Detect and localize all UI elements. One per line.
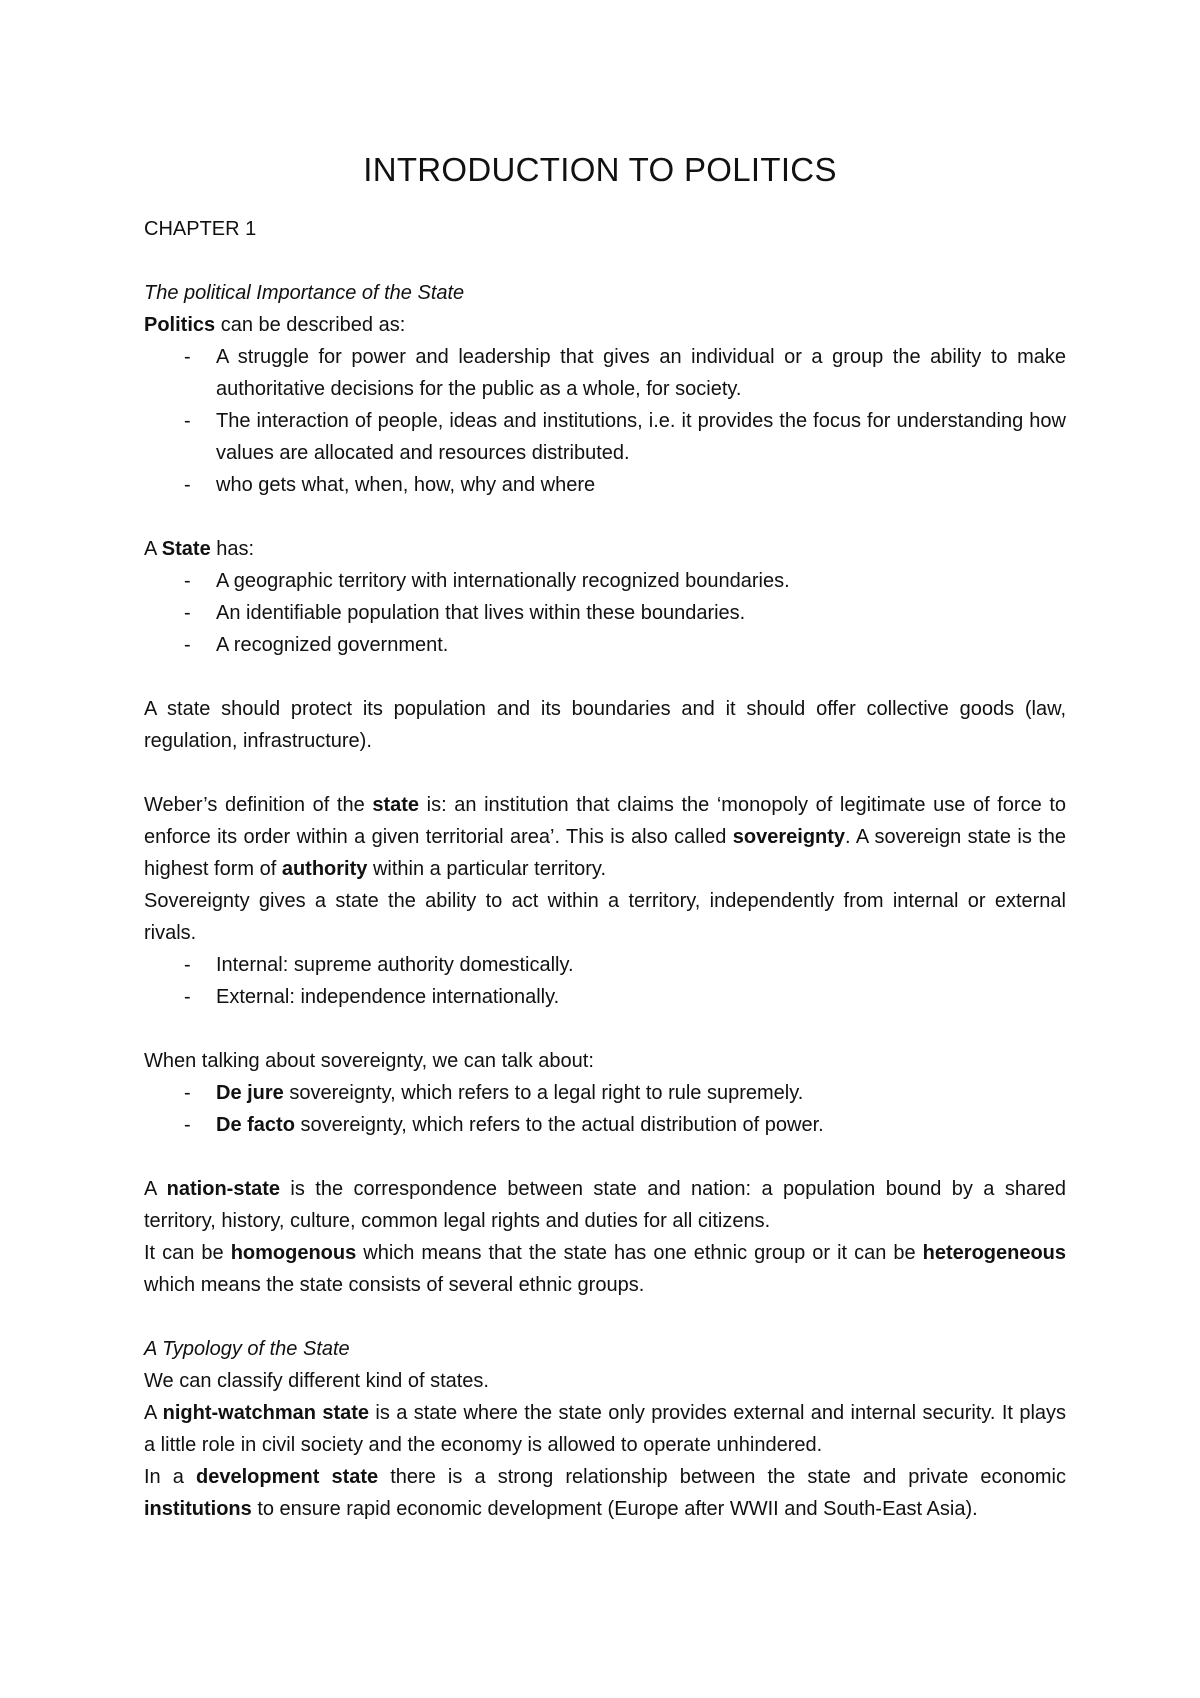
protect-paragraph: A state should protect its population and its boundaries and it should offer collective goods (law, regulation, infrastructure). xyxy=(144,698,1066,752)
night-text: A xyxy=(144,1402,163,1424)
homogenous-term: homogenous xyxy=(230,1242,357,1264)
state-intro-pre: A xyxy=(144,538,162,560)
list-item: - A struggle for power and leadership that gives an individual or a group the ability to make authoritative decisions for the public as a whole, for society. xyxy=(144,341,1066,405)
state-term: State xyxy=(161,538,211,560)
nation-state-term: nation-state xyxy=(166,1178,281,1200)
weber-text: Weber’s definition of the xyxy=(144,794,373,816)
politics-term: Politics xyxy=(144,314,216,336)
document-title: INTRODUCTION TO POLITICS xyxy=(363,151,837,188)
list-item: - who gets what, when, how, why and where xyxy=(144,469,1066,501)
list-item: - A geographic territory with internationally recognized boundaries. xyxy=(144,565,1066,597)
homo-text: which means the state consists of several ethnic groups. xyxy=(144,1274,645,1296)
de-jure-text: sovereignty, which refers to a legal right to rule supremely. xyxy=(283,1082,804,1104)
development-state-term: development state xyxy=(196,1466,379,1488)
dev-text: to ensure rapid economic development (Europe after WWII and South-East Asia). xyxy=(251,1498,978,1520)
section-heading-typology: A Typology of the State xyxy=(144,1338,350,1360)
nation-state-paragraph xyxy=(144,1173,1066,1237)
de-facto-text: sovereignty, which refers to the actual distribution of power. xyxy=(294,1114,824,1136)
nation-text: is the correspondence between state and nation: a population bound by a shared territory, history, culture, common legal rights and duties for all citizens. xyxy=(144,1178,1067,1232)
night-text: is a state where the state only provides external and internal security. It plays a little role in civil society and the economy is allowed to operate unhindered. xyxy=(144,1402,1067,1456)
state-intro-post: has: xyxy=(210,538,255,560)
classify-paragraph: We can classify different kind of states. xyxy=(144,1370,489,1392)
weber-paragraph xyxy=(144,789,1066,885)
institutions-term: institutions xyxy=(144,1498,252,1520)
list-item: - External: independence internationally. xyxy=(144,981,1066,1013)
de-jure-term: De jure xyxy=(216,1082,284,1104)
dev-text: In a xyxy=(144,1466,196,1488)
homogenous-paragraph xyxy=(144,1237,1066,1301)
weber-text: within a particular territory. xyxy=(367,858,606,880)
weber-bold-authority: authority xyxy=(281,858,368,880)
list-item: - An identifiable population that lives within these boundaries. xyxy=(144,597,1066,629)
heterogeneous-term: heterogeneous xyxy=(922,1242,1067,1264)
night-watchman-paragraph xyxy=(144,1397,1066,1461)
development-state-paragraph xyxy=(144,1461,1066,1525)
homo-text: which means that the state has one ethnic group or it can be xyxy=(356,1242,923,1264)
weber-bold-sovereignty: sovereignty xyxy=(732,826,846,848)
talk-about-paragraph: When talking about sovereignty, we can talk about: xyxy=(144,1050,594,1072)
sovereignty-list xyxy=(144,949,1066,1013)
weber-text: is: an institution that claims the ‘monopoly of legitimate use of force to enforce its order within a given territorial area’. This is also called xyxy=(144,794,1067,848)
nation-text: A xyxy=(144,1178,167,1200)
list-item: - A recognized government. xyxy=(144,629,1066,661)
weber-text: . A sovereign state is the highest form of xyxy=(144,826,1067,880)
politics-intro-text: can be described as: xyxy=(215,314,406,336)
politics-list xyxy=(144,341,1066,501)
chapter-label: CHAPTER 1 xyxy=(144,218,257,240)
de-facto-term: De facto xyxy=(216,1114,295,1136)
document-body xyxy=(144,213,1066,1525)
list-item: - The interaction of people, ideas and institutions, i.e. it provides the focus for understanding how values are allocated and resources distributed. xyxy=(144,405,1066,469)
sovereignty-types-list xyxy=(144,1077,1066,1141)
politics-intro xyxy=(144,309,1066,341)
sovereignty-paragraph: Sovereignty gives a state the ability to act within a territory, independently from internal or external rivals. xyxy=(144,890,1066,944)
night-watchman-term: night-watchman state xyxy=(162,1402,370,1424)
list-item xyxy=(144,1109,1066,1141)
list-item xyxy=(144,1077,1066,1109)
state-intro xyxy=(144,533,1066,565)
homo-text: It can be xyxy=(144,1242,231,1264)
list-item: - Internal: supreme authority domestically. xyxy=(144,949,1066,981)
section-heading-political-importance: The political Importance of the State xyxy=(144,282,465,304)
state-list xyxy=(144,565,1066,661)
weber-bold-state: state xyxy=(372,794,420,816)
dev-text: there is a strong relationship between the state and private economic xyxy=(378,1466,1067,1488)
